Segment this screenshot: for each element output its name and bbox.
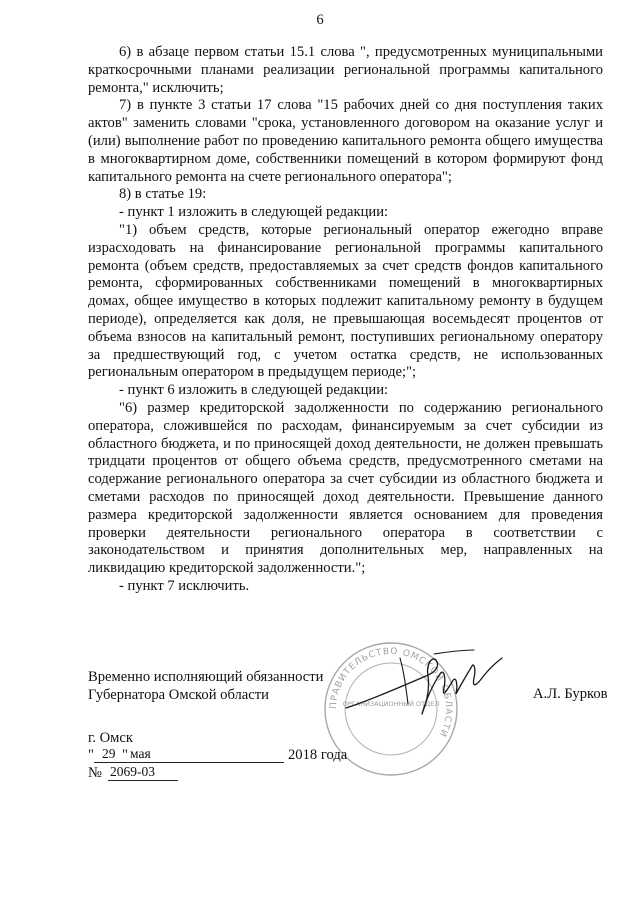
- date-quote-close: ": [122, 747, 128, 763]
- date-year: 2018 года: [288, 747, 348, 763]
- number-underline: [108, 780, 178, 781]
- document-number: [88, 765, 198, 783]
- body-paragraph: - пункт 6 изложить в следующей редакции:: [119, 382, 389, 399]
- number-sign: №: [88, 765, 102, 781]
- document-body: [88, 44, 603, 596]
- handwritten-signature: [340, 648, 505, 720]
- body-paragraph: 8) в статье 19:: [119, 186, 207, 203]
- body-paragraph: "1) объем средств, которые региональный оператор ежегодно вправе израсходовать на финансирование региональной программы капитального ремонта (объем средств, предоставляемых за счет средств фондов капитального ремонта, сформированных собственниками помещений в многоквартирных домах, общее имущество в которых подлежит капитальному ремонту в будущем периоде), определяется как доля, не превышающая восемьдесят процентов от объема взносов на капитальный ремонт, поступивших региональному оператору за предшествующий год, с учетом остатка средств, не использованных региональным оператором в предыдущем периоде;";: [88, 221, 603, 381]
- body-paragraph: "6) размер кредиторской задолженности по содержанию регионального оператора, сложившейся по расходам, финансируемым за счет субсидии из областного бюджета, и по приносящей доход деятельности, не должен превышать тридцати процентов от общего объема средств, предусмотренного сметами на содержание регионального оператора за счет субсидии из областного бюджета и сметами расходов по приносящей доход деятельности. Превышение данного размера кредиторской задолженности является основанием для проведения проверки деятельности регионального оператора в соответствии с законодательством и принятия дополнительных мер, направленных на ликвидацию кредиторской задолженности.";: [88, 399, 603, 577]
- signatory-position: [88, 668, 323, 704]
- position-line-1: Временно исполняющий обязанности: [88, 669, 324, 685]
- body-paragraph: - пункт 7 исключить.: [119, 577, 250, 594]
- stamp-center-text: ОРГАНИЗАЦИОННЫЙ ОТДЕЛ: [342, 700, 440, 708]
- page-number: 6: [316, 12, 324, 28]
- date-month: мая: [130, 746, 151, 761]
- body-paragraph: - пункт 1 изложить в следующей редакции:: [119, 204, 389, 221]
- body-paragraph: 6) в абзаце первом статьи 15.1 слова ", предусмотренных муниципальными краткосрочными планами реализации региональной программы капитального ремонта," исключить;: [88, 44, 603, 96]
- position-line-2: Губернатора Омской области: [88, 687, 269, 703]
- date-day: 29: [102, 746, 116, 761]
- place-of-signing: г. Омск: [88, 730, 133, 746]
- date-quote-open: ": [88, 747, 94, 763]
- signatory-name: А.Л. Бурков: [533, 686, 608, 702]
- number-value: 2069-03: [110, 764, 155, 779]
- body-paragraph: 7) в пункте 3 статьи 17 слова "15 рабочих дней со дня поступления таких актов" заменить словами "срока, установленного договором на оказание услуг и (или) выполнение работ по проведению капитального ремонта общего имущества в многоквартирном доме, собственники помещений в котором формируют фонд капитального ремонта на счете регионального оператора";: [88, 97, 603, 185]
- stamp-ring-text: ПРАВИТЕЛЬСТВО ОМСКОЙ ОБЛАСТИ: [328, 646, 454, 739]
